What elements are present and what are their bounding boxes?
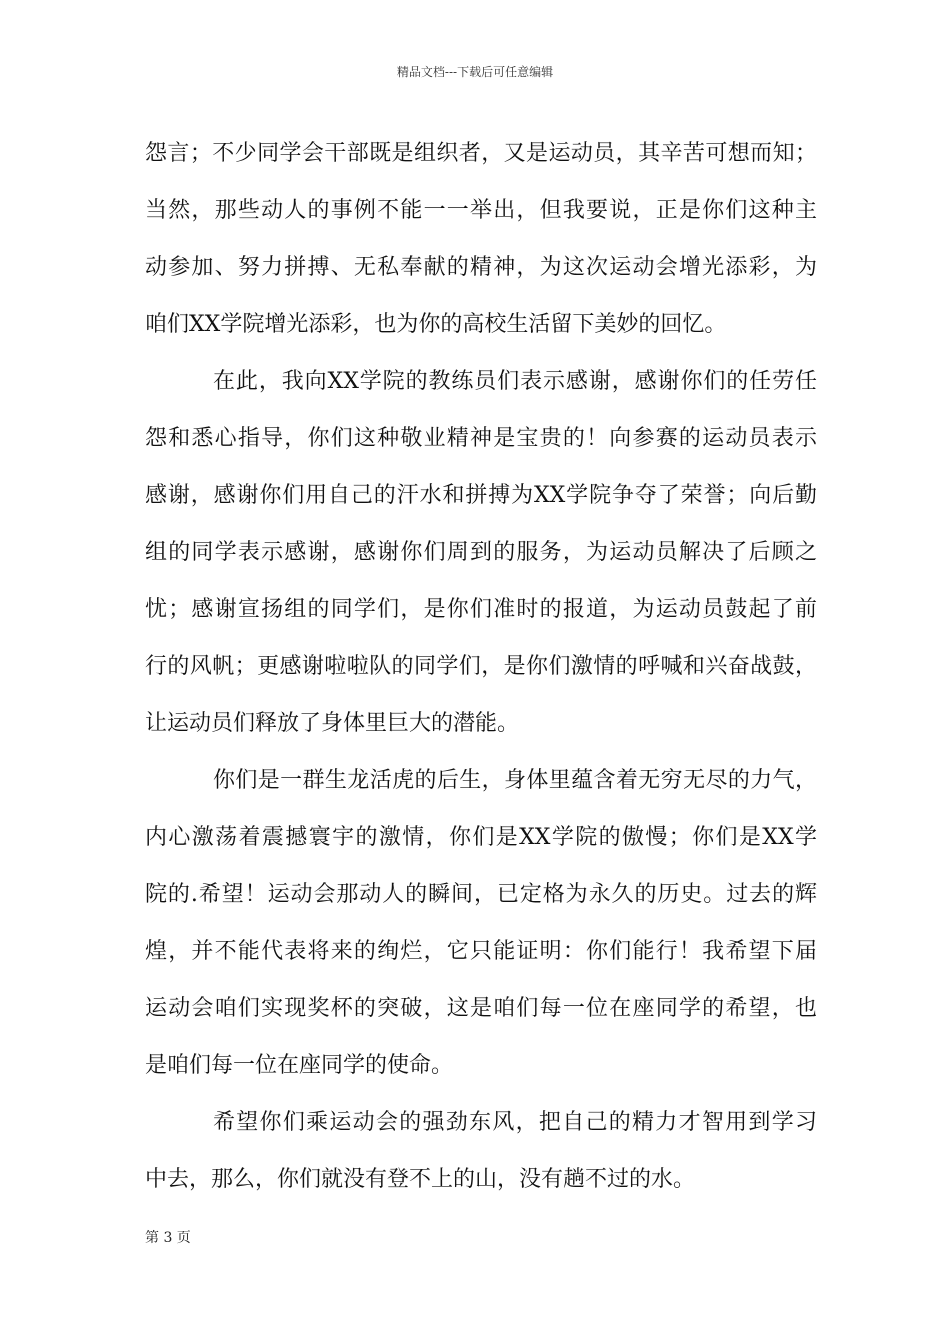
paragraph-1-line-3: 动参加、努力拼搏、无私奉献的精神，为这次运动会增光添彩，为 — [145, 255, 817, 280]
paragraph-2-line-2: 怨和悉心指导，你们这种敬业精神是宝贵的！向参赛的运动员表示 — [145, 426, 817, 451]
paragraph-1-line-2: 当然，那些动人的事例不能一一举出，但我要说，正是你们这种主 — [145, 198, 817, 223]
paragraph-3-line-1: 你们是一群生龙活虎的后生，身体里蕴含着无穷无尽的力气， — [213, 768, 817, 793]
paragraph-4-line-2: 中去，那么，你们就没有登不上的山，没有趟不过的水。 — [145, 1167, 696, 1192]
paragraph-1-line-4: 咱们XX学院增光添彩，也为你的高校生活留下美妙的回忆。 — [145, 312, 727, 337]
paragraph-2-line-1: 在此，我向XX学院的教练员们表示感谢，感谢你们的任劳任 — [213, 369, 817, 394]
paragraph-2-line-3: 感谢，感谢你们用自己的汗水和拼搏为XX学院争夺了荣誉；向后勤 — [145, 483, 817, 508]
page-number: 第 3 页 — [145, 1230, 191, 1246]
paragraph-2-line-7: 让运动员们释放了身体里巨大的潜能。 — [145, 711, 520, 736]
paragraph-2-line-5: 忧；感谢宣扬组的同学们，是你们准时的报道，为运动员鼓起了前 — [145, 597, 817, 622]
paragraph-2-line-4: 组的同学表示感谢，感谢你们周到的服务，为运动员解决了后顾之 — [145, 540, 817, 565]
paragraph-2-line-6: 行的风帆；更感谢啦啦队的同学们，是你们激情的呼喊和兴奋战鼓， — [145, 654, 817, 679]
paragraph-4-line-1: 希望你们乘运动会的强劲东风，把自己的精力才智用到学习 — [213, 1110, 817, 1135]
paragraph-3-line-5: 运动会咱们实现奖杯的突破，这是咱们每一位在座同学的希望，也 — [145, 996, 817, 1021]
paragraph-3-line-6: 是咱们每一位在座同学的使命。 — [145, 1053, 454, 1078]
paragraph-3-line-2: 内心激荡着震撼寰宇的激情，你们是XX学院的傲慢；你们是XX学 — [145, 825, 817, 850]
paragraph-3-line-3: 院的.希望！运动会那动人的瞬间，已定格为永久的历史。过去的辉 — [145, 882, 817, 907]
paragraph-1-line-1: 怨言；不少同学会干部既是组织者，又是运动员，其辛苦可想而知； — [145, 141, 817, 166]
paragraph-3-line-4: 煌，并不能代表将来的绚烂，它只能证明：你们能行！我希望下届 — [145, 939, 817, 964]
document-body — [145, 125, 817, 1208]
page-header: 精品文档---下载后可任意编辑 — [396, 65, 554, 79]
